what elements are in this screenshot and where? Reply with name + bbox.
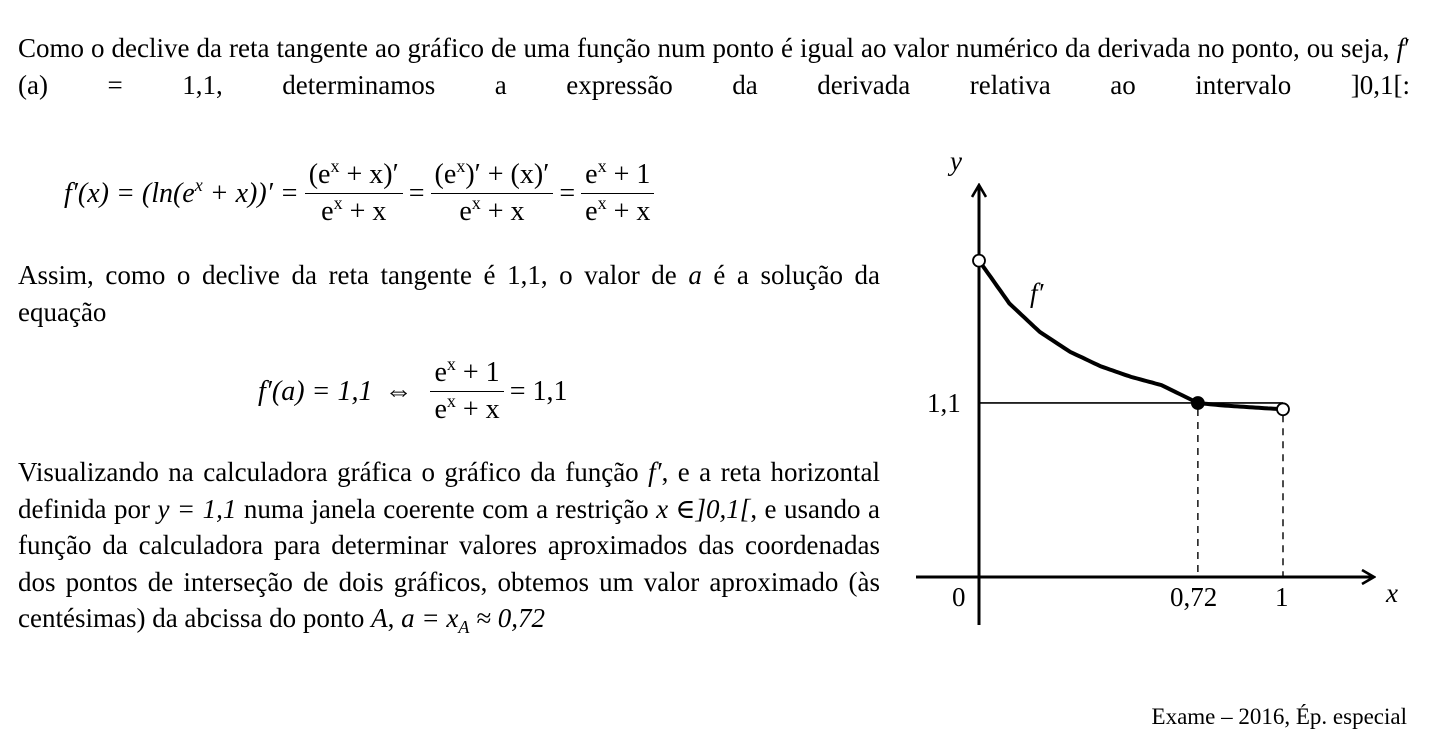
visual-t3: numa janela coerente com a restrição [236,493,657,524]
formula2-rhs: = 1,1 [509,375,568,407]
formula1-frac2: $\frac{(e^x)' + (x)'}{e^x + x}$ [431,160,554,227]
visual-fprime: f′ [648,457,662,487]
assim-text-b: é a solução da equação [18,260,880,327]
visual-t5: , [387,603,402,633]
derivative-curve [979,261,1283,410]
formula1-frac1: $\frac{(e^x + x)'}{e^x + x}$ [305,160,403,227]
visual-x-in: x ∈]0,1[ [656,493,751,524]
point-a [1192,397,1204,409]
intro-line1: Como o declive da reta tangente ao gráfico de uma função num ponto é igual ao valor numérico da [18,33,1091,63]
tick-label-origin: 0 [952,582,966,612]
formula2-lhs: f′(a) = 1,1 [258,375,373,407]
open-point-start [973,255,985,267]
formula1-frac3: $\frac{e^x + 1}{e^x + x}$ [581,160,654,227]
intro-f: f [1396,33,1405,63]
assim-text-a: Assim, como o declive da reta tangente é 1,1, o valor de [18,260,689,290]
intro-line2a: derivada no ponto, ou seja, [1097,33,1397,63]
formula2-frac: $\frac{e^x + 1}{e^x + x}$ [430,358,503,425]
tick-label-y-1-1: 1,1 [927,388,961,418]
intro-line2b: ′(a) = 1,1, determinamos a expressão da derivada relativa ao intervalo ]0,1[: [18,33,1411,100]
formula1-eq1: = [408,177,425,209]
x-axis-label: x [1386,578,1398,608]
tick-label-072: 0,72 [1170,582,1218,612]
visual-point-a: A [371,603,388,633]
assim-var-a: a [688,260,702,290]
visual-t1: Visualizando na calculadora gráfica o gráfico da função [18,457,649,487]
visual-result: $a = x_A \approx 0,72$ [401,603,545,637]
open-point-end [1277,403,1289,415]
visual-y-eq: y = 1,1 [157,493,237,524]
visual-t2: , e a reta horizontal definida por [18,457,880,524]
formula1-eq2: = [559,177,576,209]
tick-label-1: 1 [1275,582,1289,612]
source-citation: Exame – 2016, Ép. especial [1151,704,1407,729]
visual-t4: , e usando a função da calculadora para determinar valores aproximados das coordenadas dos pontos de interseção de dois gráficos, obtemos um valor aproximado (às centésimas) da abcissa do ponto [18,493,880,633]
y-axis-label: y [950,146,962,176]
formula1-lhs: $f'(x) = (\ln(e^x + x))'$ = [64,174,299,209]
curve-label: f′ [1030,278,1044,308]
formula2-iff: ⇔ [384,375,413,407]
